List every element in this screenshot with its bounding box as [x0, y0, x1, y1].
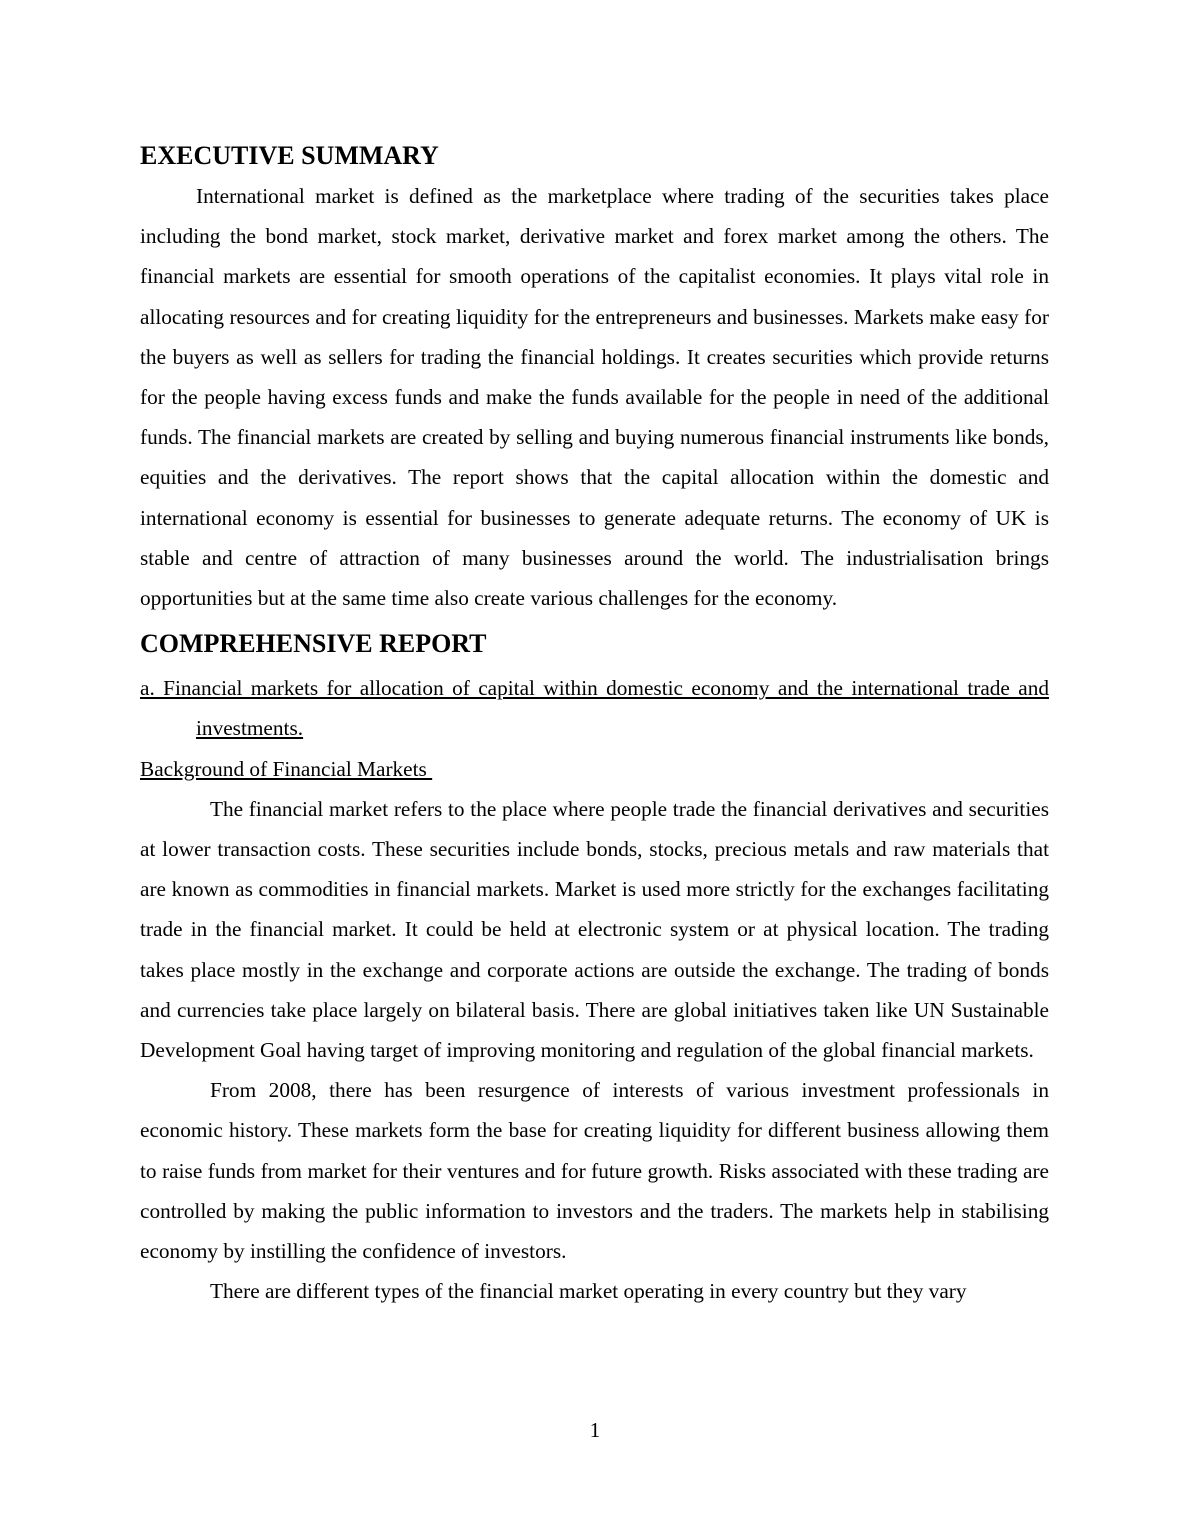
body-paragraph-2: From 2008, there has been resurgence of interests of various investment professionals in economic history. These markets form the base for creating liquidity for different business allowing them to raise funds from market for their ventures and for future growth. Risks associated with these trading are controlled by making the public information to investors and the traders. The markets help in stabilising economy by instilling the confidence of investors. — [140, 1078, 1049, 1264]
background-subheading: Background of Financial Markets — [140, 756, 433, 781]
comprehensive-report-heading: COMPREHENSIVE REPORT — [140, 629, 487, 659]
executive-summary-paragraph: International market is defined as the marketplace where trading of the securities takes place including the bond market, stock market, derivative market and forex market among the others. The financial markets are essential for smooth operations of the capitalist economies. It plays vital role in allocating resources and for creating liquidity for the entrepreneurs and businesses. Markets make easy for the buyers as well as sellers for trading the financial holdings. It creates securities which provide returns for the people having excess funds and make the funds available for the people in need of the additional funds. The financial markets are created by selling and buying numerous financial instruments like bonds, equities and the derivatives. The report shows that the capital allocation within the domestic and international economy is essential for businesses to generate adequate returns. The economy of UK is stable and centre of attraction of many businesses around the world. The industrialisation brings opportunities but at the same time also create various challenges for the economy. — [140, 184, 1049, 611]
body-paragraph-1: The financial market refers to the place where people trade the financial derivatives and securities at lower transaction costs. These securities include bonds, stocks, precious metals and raw materials that are known as commodities in financial markets. Market is used more strictly for the exchanges facilitating trade in the financial market. It could be held at electronic system or at physical location. The trading takes place mostly in the exchange and corporate actions are outside the exchange. The trading of bonds and currencies take place largely on bilateral basis. There are global initiatives taken like UN Sustainable Development Goal having target of improving monitoring and regulation of the global financial markets. — [140, 796, 1049, 1063]
page-number: 1 — [589, 1418, 601, 1442]
document-page — [140, 138, 1049, 1311]
executive-summary-heading: EXECUTIVE SUMMARY — [140, 141, 439, 170]
section-a-heading: a. Financial markets for allocation of capital within domestic economy and the international trade and investments. — [140, 676, 1049, 741]
body-paragraph-3: There are different types of the financial market operating in every country but they vary — [210, 1279, 967, 1304]
